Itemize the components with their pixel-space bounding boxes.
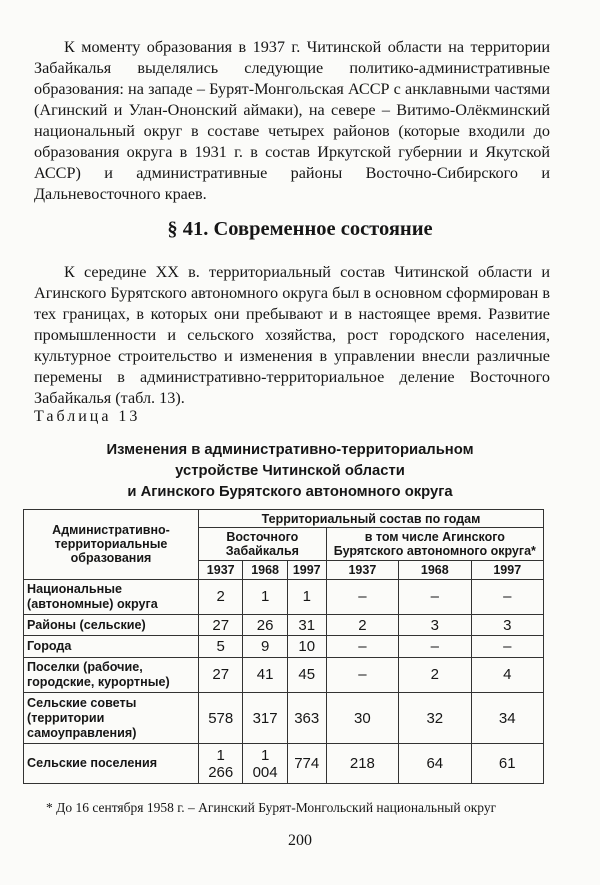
table-cell: 32	[399, 692, 471, 743]
table-row	[24, 657, 544, 692]
table-cell: 10	[287, 636, 326, 657]
table-cell: 317	[243, 692, 287, 743]
table-cell: 3	[471, 614, 543, 635]
table-cell: 2	[199, 579, 243, 614]
table-title-line: и Агинского Бурятского автономного округа	[127, 484, 453, 500]
table-title-line: устройстве Читинской области	[175, 463, 405, 479]
row-label: Сельские советы (территории самоуправления)	[24, 692, 199, 743]
table-cell: –	[326, 657, 398, 692]
intro-paragraph: К моменту образования в 1937 г. Читинской области на территории Забайкалья выделялись следующие политико-административные образования: на западе – Бурят-Монгольская АССР с анклавными частями (Агинский и Улан-Ононский аймаки), на севере – Витимо-Олёкминский национальный округ в составе четырех районов (которые входили до образования округа в 1931 г. в состав Иркутской губернии и Якутской АССР) и административные районы Восточно-Сибирского и Дальневосточного краев.	[34, 38, 550, 203]
table-row	[24, 636, 544, 657]
table-cell: –	[399, 636, 471, 657]
row-label: Поселки (рабочие, городские, курортные)	[24, 657, 199, 692]
table-cell: –	[326, 579, 398, 614]
table-cell: 3	[399, 614, 471, 635]
table-cell: 4	[471, 657, 543, 692]
footnote: * До 16 сентября 1958 г. – Агинский Бурят-Монгольский национальный округ	[46, 800, 497, 815]
header-row	[24, 510, 544, 528]
table-label: Таблица 13	[34, 408, 141, 425]
table-title-line: Изменения в административно-территориальном	[106, 442, 474, 458]
group-east-header: Восточного Забайкалья	[199, 528, 327, 561]
table-cell: –	[326, 636, 398, 657]
table-cell: 1	[287, 579, 326, 614]
data-table	[23, 509, 544, 784]
table-cell: –	[471, 636, 543, 657]
table-cell: 1	[243, 579, 287, 614]
admin-header: Административно-территориальные образования	[24, 510, 199, 580]
table-cell: –	[471, 579, 543, 614]
year-header: 1937	[326, 561, 398, 579]
row-label: Города	[24, 636, 199, 657]
group-aginsky-header: в том числе Агинского Бурятского автономного округа*	[326, 528, 543, 561]
year-header: 1997	[471, 561, 543, 579]
row-label: Районы (сельские)	[24, 614, 199, 635]
year-header: 1968	[399, 561, 471, 579]
table-cell: 5	[199, 636, 243, 657]
table-cell: 774	[287, 744, 326, 784]
table-cell: 64	[399, 744, 471, 784]
table-row	[24, 614, 544, 635]
table-cell: 61	[471, 744, 543, 784]
table-cell: –	[399, 579, 471, 614]
table-row	[24, 744, 544, 784]
page-number: 200	[288, 832, 312, 849]
table-row	[24, 692, 544, 743]
table-cell: 2	[326, 614, 398, 635]
table-cell: 30	[326, 692, 398, 743]
table-cell: 9	[243, 636, 287, 657]
table-row	[24, 579, 544, 614]
year-header: 1937	[199, 561, 243, 579]
table-cell: 578	[199, 692, 243, 743]
table-cell: 27	[199, 657, 243, 692]
row-label: Сельские поселения	[24, 744, 199, 784]
table-cell: 41	[243, 657, 287, 692]
table-cell: 26	[243, 614, 287, 635]
table-cell: 363	[287, 692, 326, 743]
table-cell: 45	[287, 657, 326, 692]
row-label: Национальные (автономные) округа	[24, 579, 199, 614]
territorial-header: Территориальный состав по годам	[199, 510, 544, 528]
year-header: 1968	[243, 561, 287, 579]
section-heading: § 41. Современное состояние	[167, 218, 433, 240]
table-cell: 1 266	[199, 744, 243, 784]
table-title	[60, 440, 520, 503]
table-cell: 27	[199, 614, 243, 635]
table-cell: 2	[399, 657, 471, 692]
table-cell: 31	[287, 614, 326, 635]
main-paragraph: К середине XX в. территориальный состав Читинской области и Агинского Бурятского автономного округа был в основном сформирован в тех границах, в которых они пребывают и в настоящее время. Развитие промышленности и сельского хозяйства, рост городского населения, культурное строительство и изменения в управлении внесли различные перемены в административно-территориальное деление Восточного Забайкалья (табл. 13).	[34, 263, 550, 407]
table-cell: 1 004	[243, 744, 287, 784]
table-cell: 218	[326, 744, 398, 784]
table-cell: 34	[471, 692, 543, 743]
year-header: 1997	[287, 561, 326, 579]
